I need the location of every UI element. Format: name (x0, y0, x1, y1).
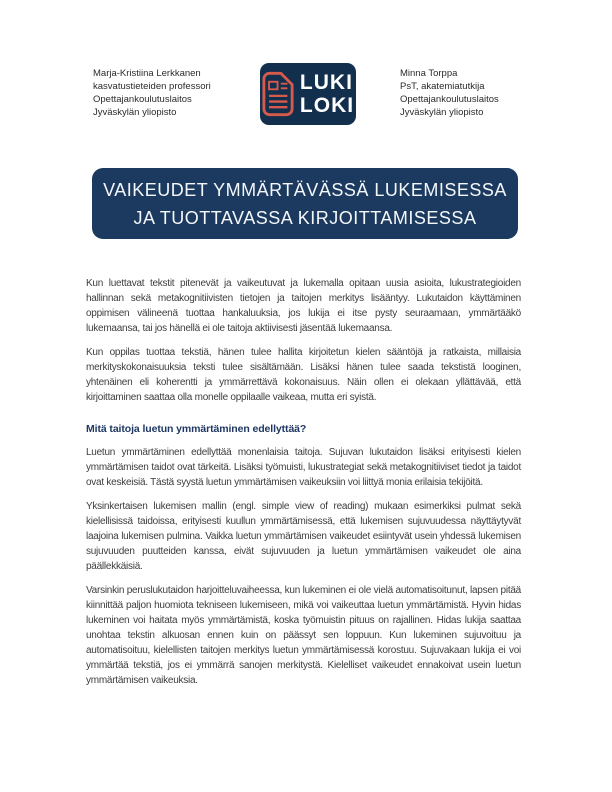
logo-wordmark (300, 71, 354, 117)
author-university: Jyväskylän yliopisto (400, 107, 484, 118)
paragraph-intro-1: Kun luettavat tekstit pitenevät ja vaikeutuvat ja lukemalla opitaan uusia asioita, lukustrategioiden hallinnan sekä metakognitiivisten tietojen ja taitojen merkitys lisääntyy. Lukutaidon käyttäminen oppimisen välineenä tuottaa hankaluuksia, jos lukija ei itse pysty seuraamaan, ymmärtääkö lukemaansa, tai jos hänellä ei ole taitoja aktiivisesti jäsentää lukemaansa. (86, 278, 521, 334)
title-line-2: JA TUOTTAVASSA KIRJOITTAMISESSA (133, 207, 477, 228)
author-department: Opettajankoulutuslaitos (400, 94, 499, 105)
paragraph-intro-2: Kun oppilas tuottaa tekstiä, hänen tulee hallita kirjoitetun kielen sääntöjä ja ratkaista, millaisia merkityskokonaisuuksia teksti tulee sisältämään. Lisäksi hänen tulee saada tekstistä looginen, yhtenäinen eli koherentti ja ymmärrettävä kokonaisuus. Näin ollen ei olekaan yllättävää, että kirjoittaminen saattaa olla monelle oppilaalle vaikeaa, mutta eri syistä. (86, 347, 521, 403)
author-name: Minna Torppa (400, 68, 458, 79)
author-title: PsT, akatemiatutkija (400, 81, 485, 92)
paragraph-section-1: Luetun ymmärtäminen edellyttää monenlaisia taitoja. Sujuvan lukutaidon lisäksi erityisesti kielen ymmärtämisen taidot ovat tärkeitä. Lisäksi työmuisti, lukustrategiat sekä metakognitiiviset tiedot ja taidot ovat keskeisiä. Tästä syystä luetun ymmärtämisen vaikeuksiin voi liittyä monia erilaisia tekijöitä. (86, 447, 521, 488)
author-university: Jyväskylän yliopisto (93, 107, 177, 118)
paragraph-section-2: Yksinkertaisen lukemisen mallin (engl. simple view of reading) mukaan esimerkiksi pulmat sekä kielellisissä taidoissa, erityisesti kuullun ymmärtämisessä, että lukemisen sujuvuudessa näyttäytyvät laajoina lukemisen pulmina. Vaikka luetun ymmärtämisen vaikeudet esiintyvät usein yhdessä lukemisen sujuvuuden puutteiden kanssa, eivät sujuvuuden ja luetun ymmärtämisen vaikeudet ole aina päällekkäisiä. (86, 501, 521, 572)
body-content (86, 276, 521, 697)
logo-line-1: LUKI (299, 71, 353, 94)
title-banner (92, 168, 518, 239)
author-title: kasvatustieteiden professori (93, 81, 211, 92)
document-icon (262, 71, 294, 117)
author-block-right (400, 67, 499, 119)
author-department: Opettajankoulutuslaitos (93, 94, 192, 105)
section-heading: Mitä taitoja luetun ymmärtäminen edellyttää? (86, 423, 307, 435)
title-line-1: VAIKEUDET YMMÄRTÄVÄSSÄ LUKEMISESSA (103, 179, 507, 200)
author-block-left (93, 67, 211, 119)
logo-line-2: LOKI (299, 94, 355, 117)
author-name: Marja-Kristiina Lerkkanen (93, 68, 201, 79)
paragraph-section-3: Varsinkin peruslukutaidon harjoitteluvaiheessa, kun lukeminen ei ole vielä automatisoitunut, lapsen pitää kiinnittää paljon huomiota tekniseen lukemiseen, mikä voi vaikeuttaa luetun ymmärtämistä. Hyvin hidas lukeminen voi haitata myös ymmärtämistä, koska työmuistin pituus on rajallinen. Hidas lukija saattaa unohtaa tekstin alkuosan ennen kuin on päässyt sen loppuun. Kun lukeminen sujuvoituu ja automatisoituu, kielellisten taitojen merkitys luetun ymmärtämisessä korostuu. Sujuvakaan lukija ei voi ymmärtää tekstiä, jos ei ymmärrä sanojen merkitystä. Kielelliset vaikeudet ennakoivat usein luetun ymmärtämisen vaikeuksia. (86, 585, 521, 686)
lukiloki-logo (260, 63, 356, 125)
